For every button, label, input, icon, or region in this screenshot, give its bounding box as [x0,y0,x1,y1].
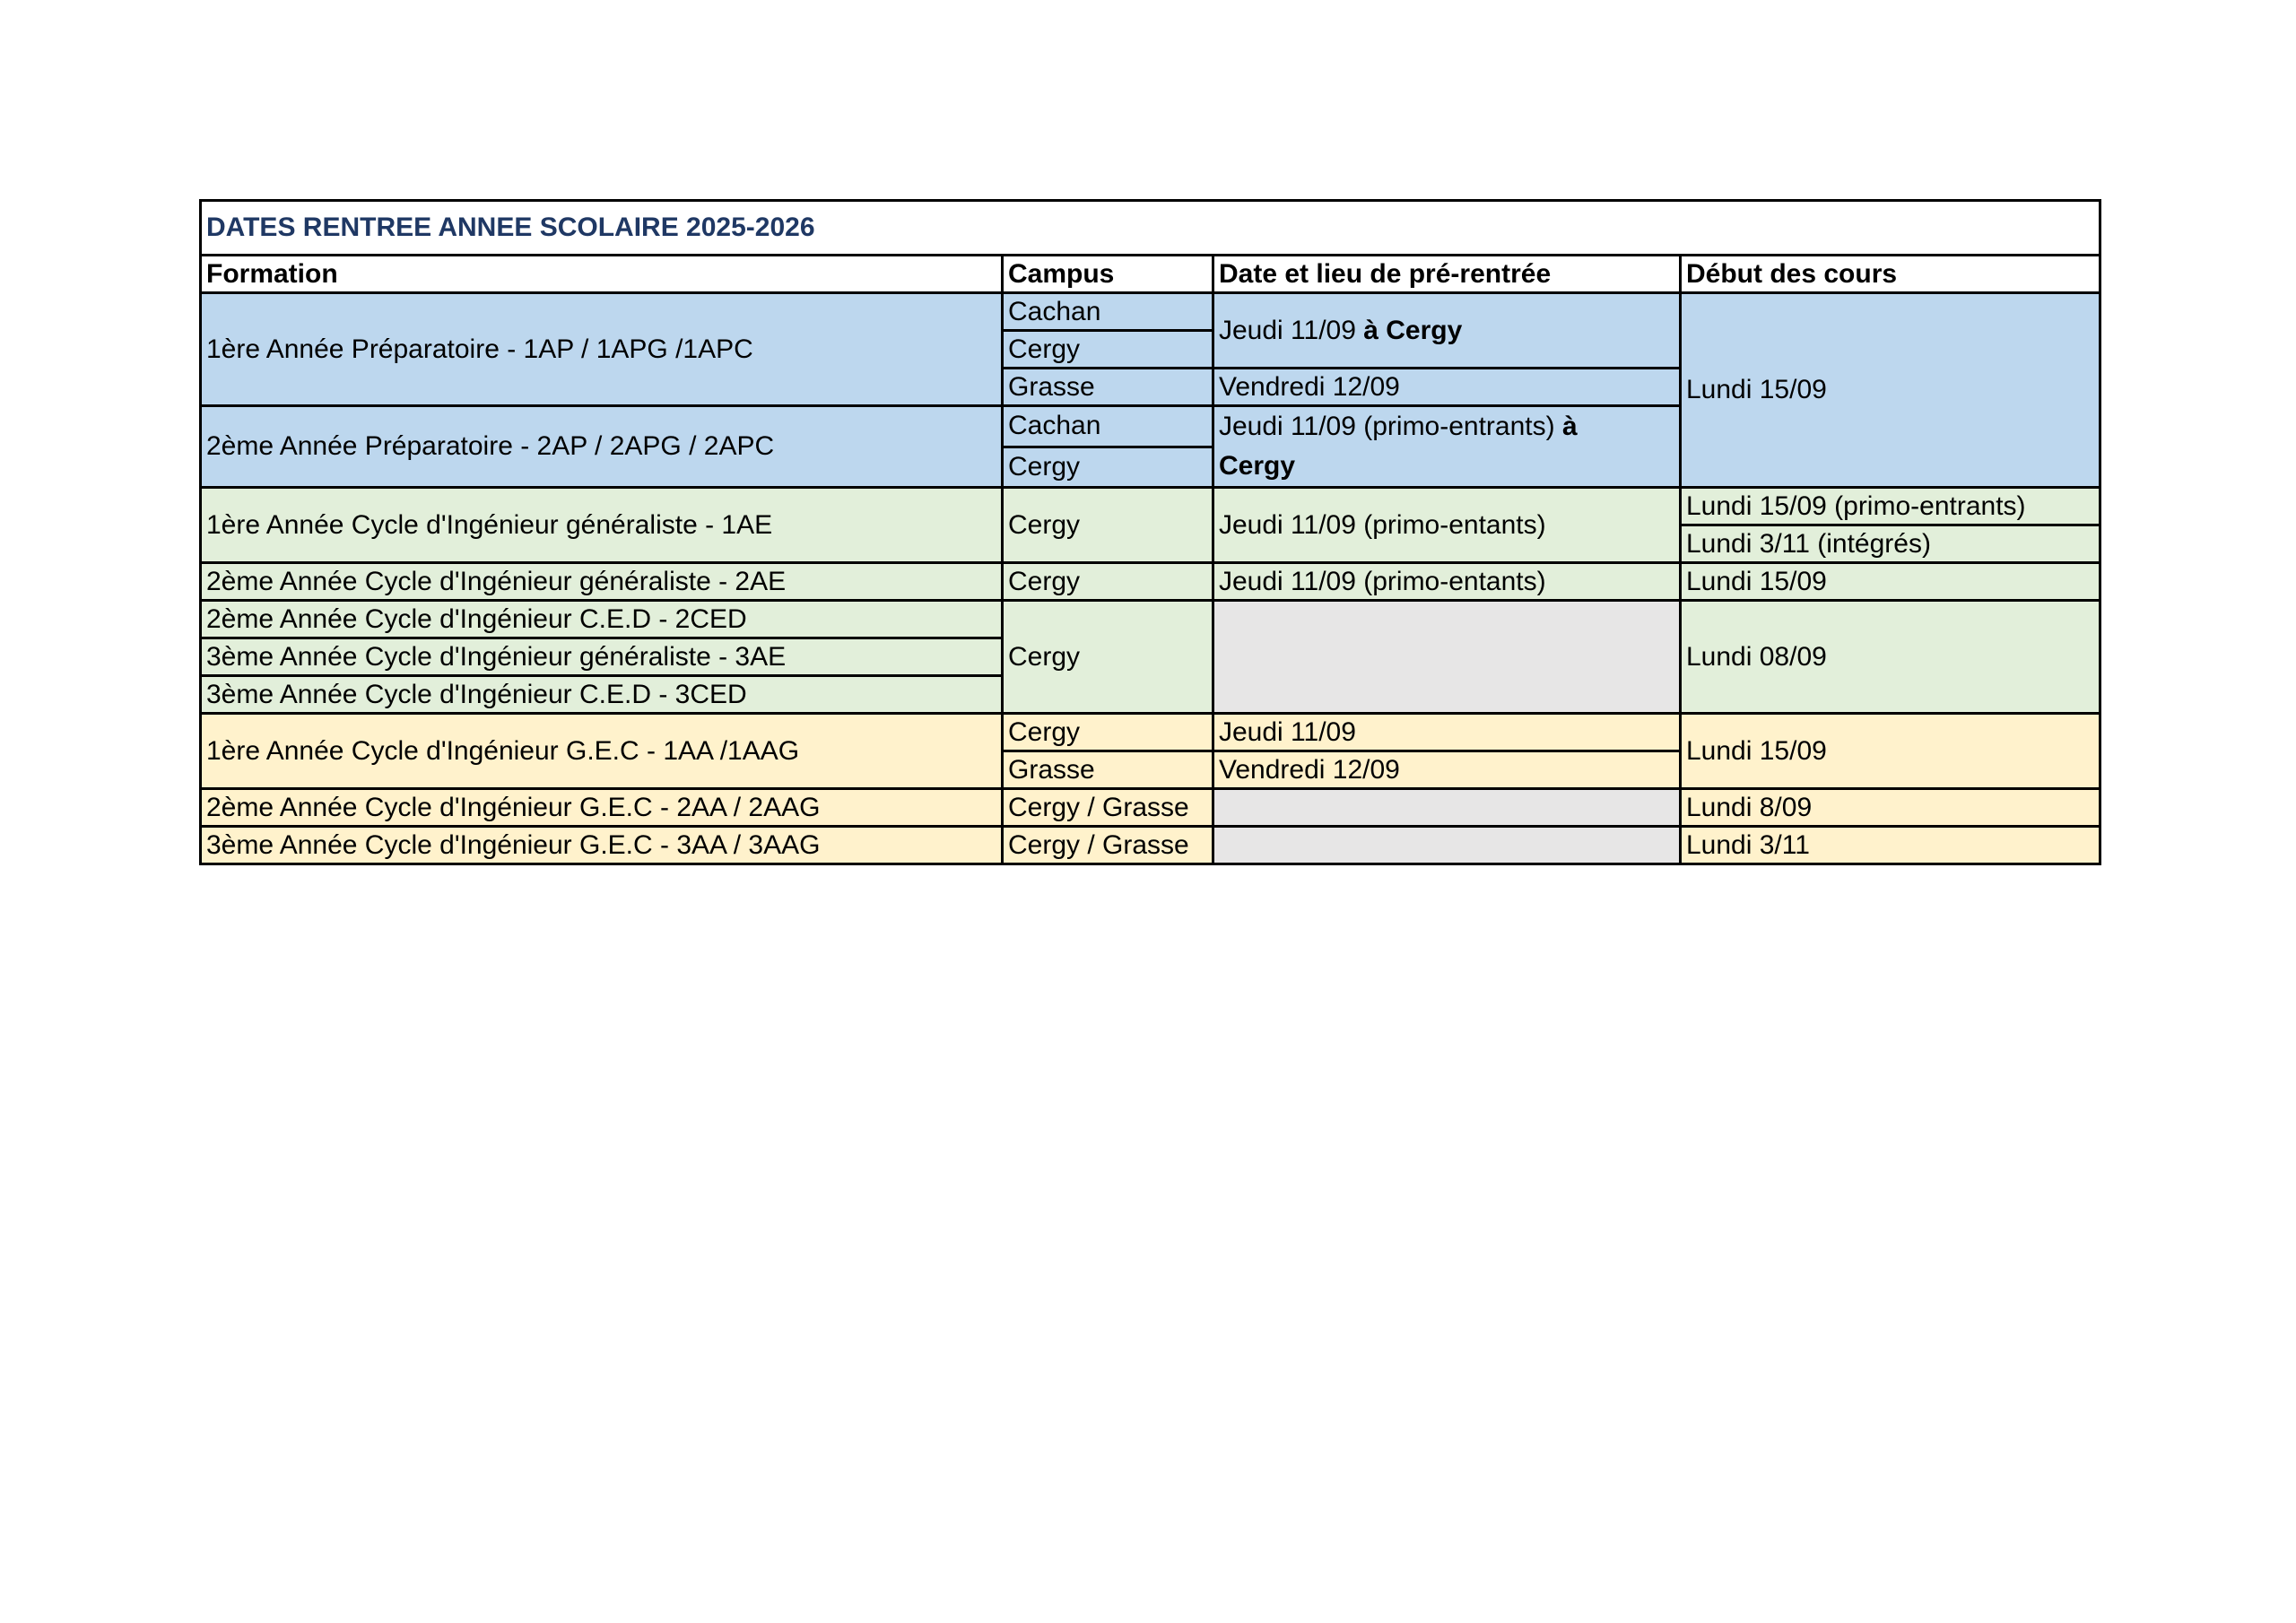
debut-cell: Lundi 3/11 [1681,827,2100,864]
table-row [201,601,2100,638]
campus-cell: Cergy / Grasse [1003,789,1213,827]
title-row [201,201,2100,256]
formation-cell: 1ère Année Préparatoire - 1AP / 1APG /1APC [201,293,1003,406]
campus-cell: Cergy [1003,331,1213,369]
debut-cell: Lundi 3/11 (intégrés) [1681,525,2100,563]
debut-cell: Lundi 15/09 [1681,293,2100,488]
debut-cell: Lundi 15/09 [1681,714,2100,789]
table-row [201,714,2100,751]
debut-cell: Lundi 08/09 [1681,601,2100,714]
campus-cell: Grasse [1003,751,1213,789]
table-title: DATES RENTREE ANNEE SCOLAIRE 2025-2026 [201,201,2100,256]
formation-cell: 3ème Année Cycle d'Ingénieur généraliste - 3AE [201,638,1003,676]
campus-cell: Cachan [1003,293,1213,331]
header-campus: Campus [1003,256,1213,293]
date-place: Cergy [1219,451,1296,481]
formation-cell: 3ème Année Cycle d'Ingénieur C.E.D - 3CED [201,676,1003,714]
formation-cell: 1ère Année Cycle d'Ingénieur G.E.C - 1AA /1AAG [201,714,1003,789]
header-date-lieu: Date et lieu de pré-rentrée [1213,256,1681,293]
campus-cell: Cergy / Grasse [1003,827,1213,864]
date-cell: Vendredi 12/09 [1213,751,1681,789]
date-cell [1213,293,1681,369]
formation-cell: 2ème Année Cycle d'Ingénieur G.E.C - 2AA / 2AAG [201,789,1003,827]
debut-cell: Lundi 8/09 [1681,789,2100,827]
table-row [201,827,2100,864]
header-row [201,256,2100,293]
date-cell: Jeudi 11/09 (primo-entants) [1213,563,1681,601]
debut-cell: Lundi 15/09 (primo-entrants) [1681,488,2100,525]
date-text: Jeudi 11/09 (primo-entrants) [1219,412,1555,441]
date-text: Jeudi 11/09 [1219,315,1356,345]
campus-cell: Cergy [1003,563,1213,601]
date-place: à Cergy [1363,315,1463,345]
debut-cell: Lundi 15/09 [1681,563,2100,601]
table-row [201,789,2100,827]
campus-cell: Cergy [1003,601,1213,714]
formation-cell: 2ème Année Cycle d'Ingénieur C.E.D - 2CED [201,601,1003,638]
formation-cell: 2ème Année Préparatoire - 2AP / 2APG / 2APC [201,406,1003,488]
date-connector: à [1561,412,1578,441]
campus-cell: Cergy [1003,714,1213,751]
header-debut: Début des cours [1681,256,2100,293]
header-formation: Formation [201,256,1003,293]
campus-cell: Cergy [1003,488,1213,563]
date-cell: Jeudi 11/09 [1213,714,1681,751]
formation-cell: 3ème Année Cycle d'Ingénieur G.E.C - 3AA / 3AAG [201,827,1003,864]
table-row [201,563,2100,601]
date-cell-empty [1213,601,1681,714]
campus-cell: Cergy [1003,447,1213,488]
formation-cell: 2ème Année Cycle d'Ingénieur généraliste - 2AE [201,563,1003,601]
date-cell-empty [1213,789,1681,827]
date-cell: Jeudi 11/09 (primo-entants) [1213,488,1681,563]
table-row [201,293,2100,331]
formation-cell: 1ère Année Cycle d'Ingénieur généraliste - 1AE [201,488,1003,563]
campus-cell: Cachan [1003,406,1213,447]
campus-cell: Grasse [1003,369,1213,406]
date-cell [1213,406,1681,488]
date-cell-empty [1213,827,1681,864]
rentree-dates-table [199,199,2101,865]
table-row [201,488,2100,525]
date-cell: Vendredi 12/09 [1213,369,1681,406]
